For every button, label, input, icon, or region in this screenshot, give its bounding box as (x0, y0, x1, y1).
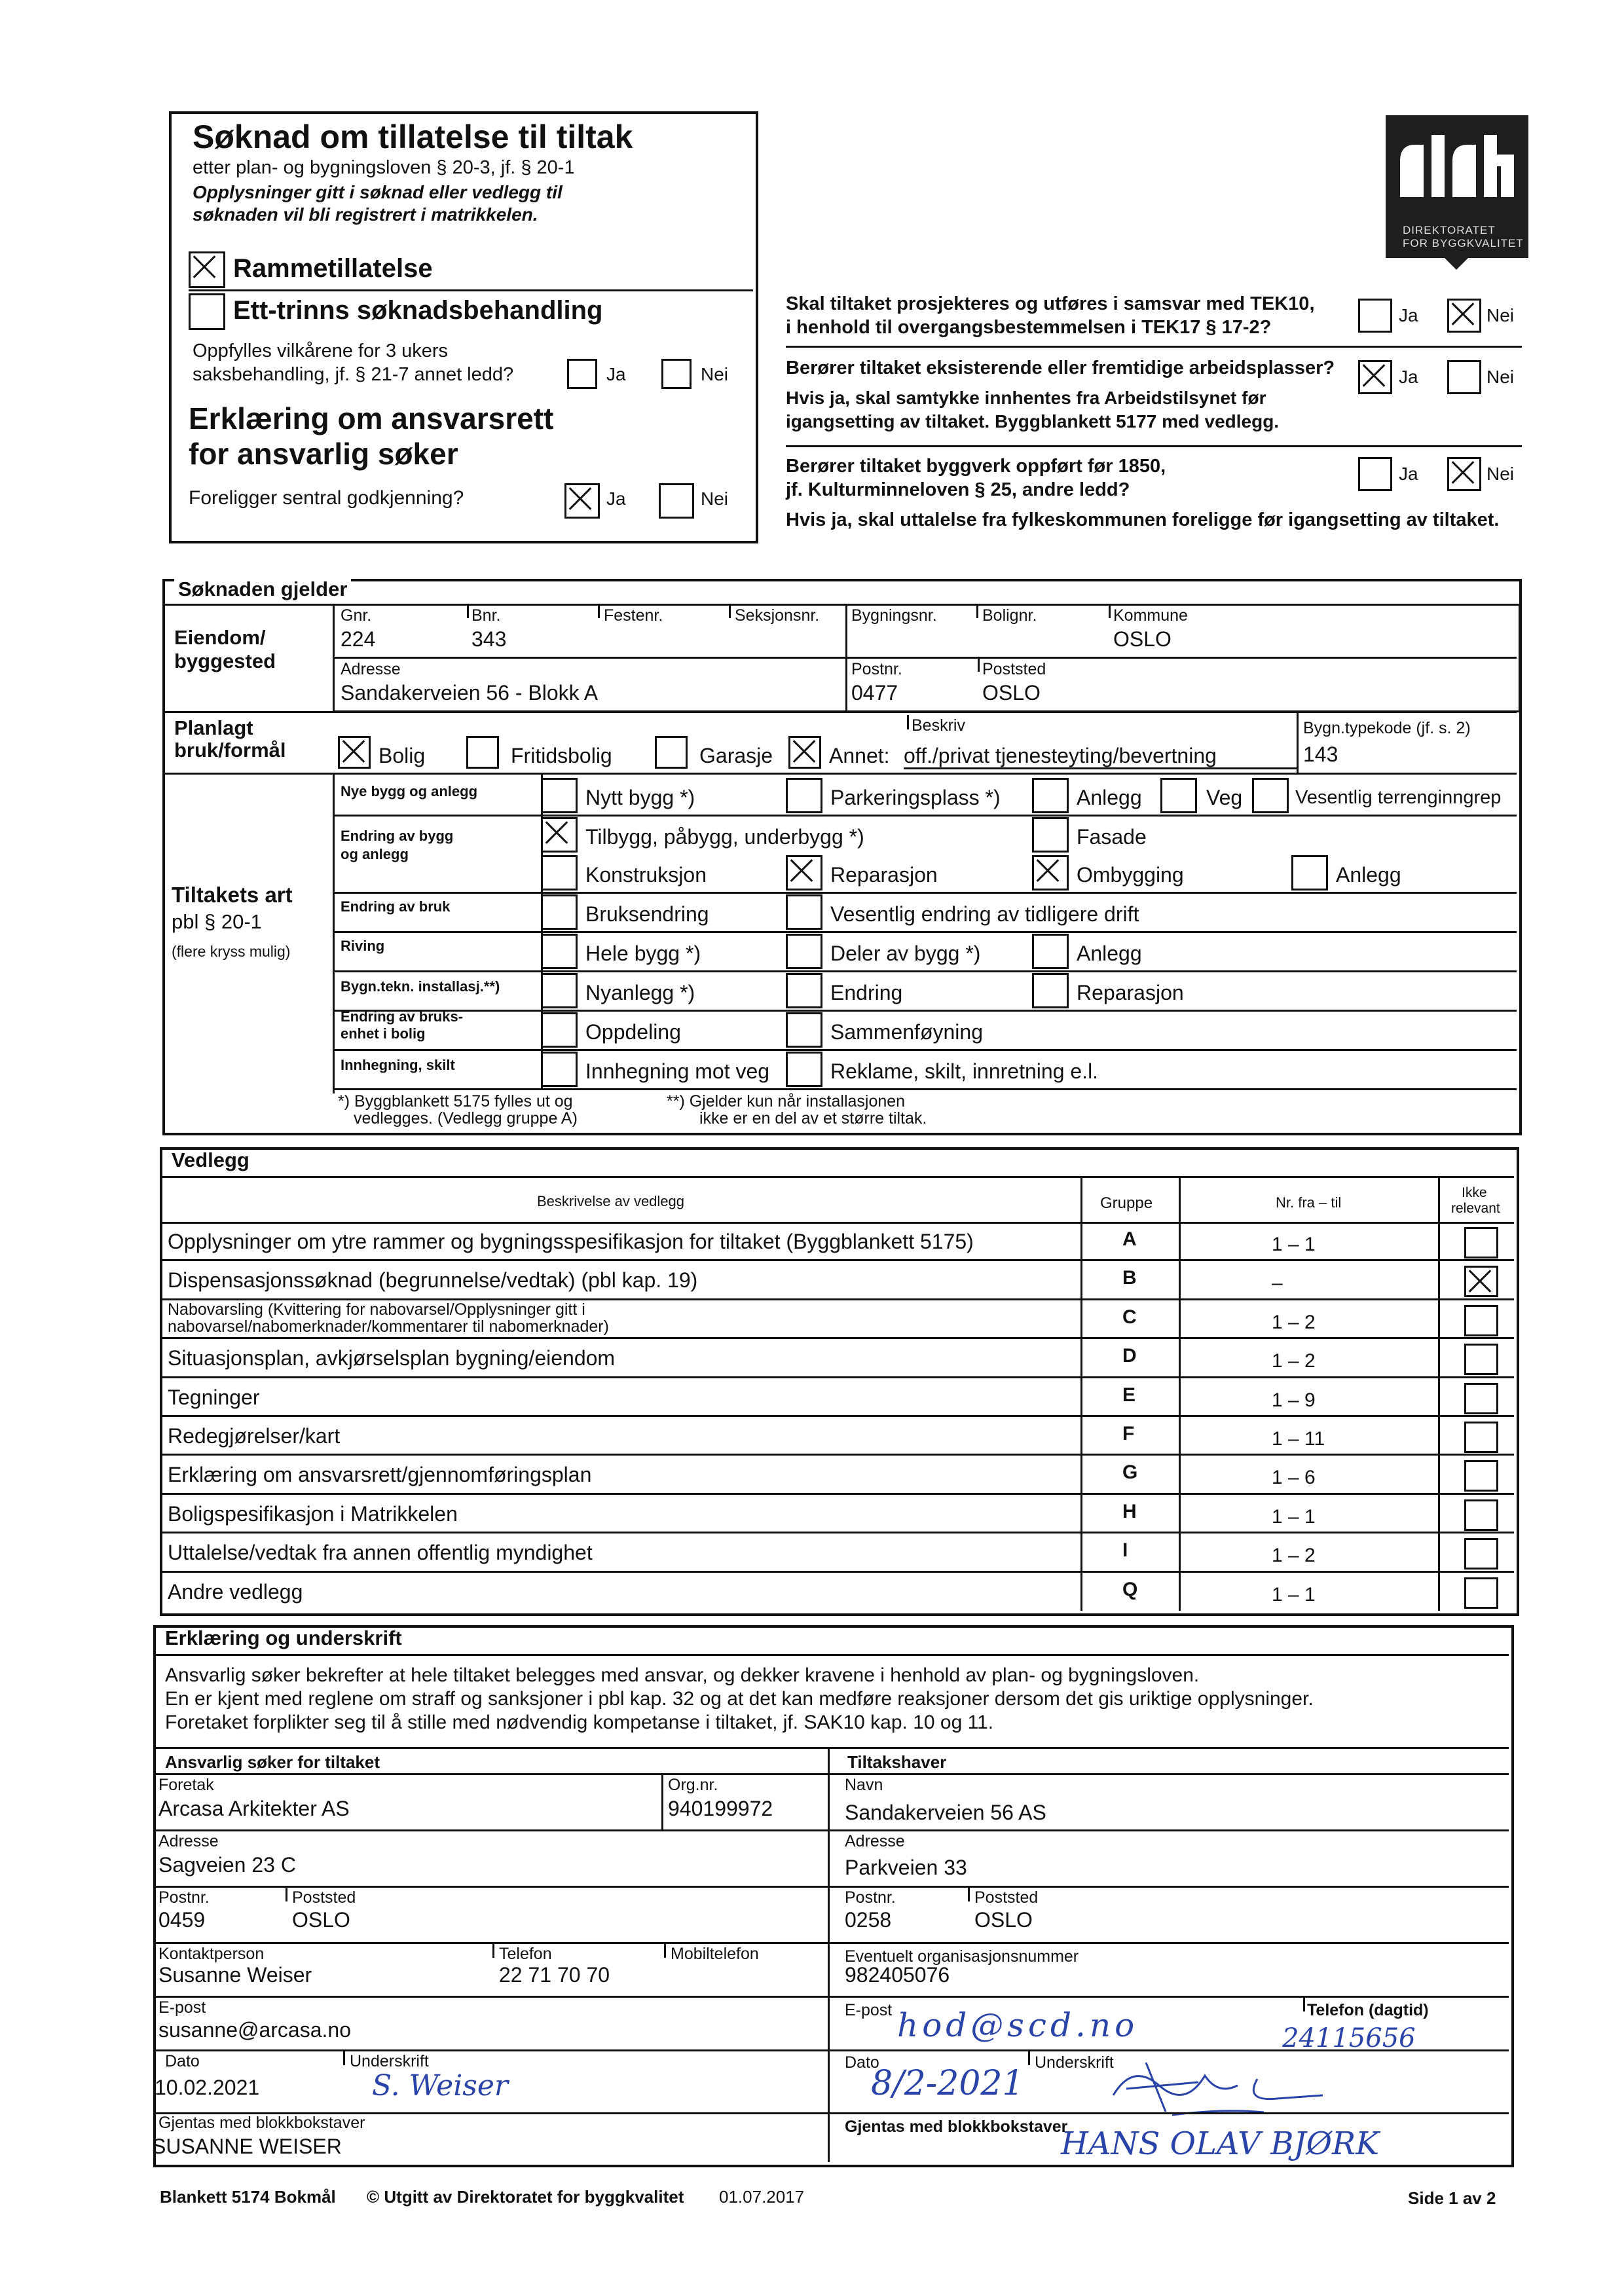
annet-checkbox[interactable] (788, 736, 821, 769)
telefon-value: 22 71 70 70 (499, 1963, 610, 1987)
tilbygg-checkbox[interactable] (541, 817, 578, 853)
attachment-description: Tegninger (168, 1385, 260, 1409)
divider (828, 1942, 1509, 1944)
attachment-description: Opplysninger om ytre rammer og bygningsspesifikasjon for tiltaket (Byggblankett 5175) (168, 1230, 974, 1253)
dibk-logo-mark (1386, 115, 1528, 213)
row-label-riving: Riving (341, 938, 385, 954)
rammetillatelse-label: Rammetillatelse (233, 254, 433, 283)
postnr-value: 0477 (851, 681, 898, 705)
not-relevant-checkbox[interactable] (1464, 1460, 1498, 1492)
not-relevant-checkbox[interactable] (1464, 1422, 1498, 1453)
divider (156, 1773, 1509, 1775)
footnote: **) Gjelder kun når installasjonen (667, 1092, 906, 1111)
innhegning-label: Innhegning mot veg (585, 1059, 770, 1083)
nyanlegg-checkbox[interactable] (541, 973, 578, 1008)
veg-checkbox[interactable] (1160, 778, 1197, 813)
tiltakshaver-blokk-label: Gjentas med blokkbokstaver (845, 2118, 1068, 2136)
foretak-value: Arcasa Arkitekter AS (158, 1797, 350, 1820)
col-header-ikke: relevant (1451, 1201, 1500, 1216)
fritidsbolig-label: Fritidsbolig (511, 744, 612, 767)
hele-bygg-label: Hele bygg *) (585, 942, 701, 965)
oppdeling-label: Oppdeling (585, 1020, 681, 1044)
divider (828, 1829, 1509, 1831)
vesentlig-label: Vesentlig endring av tidligere drift (830, 902, 1139, 926)
divider (333, 892, 1517, 894)
kommune-value: OSLO (1113, 627, 1172, 651)
nytt-bygg-label: Nytt bygg *) (585, 786, 695, 809)
row-label-enhet: Endring av bruks- (341, 1008, 464, 1025)
footnote: vedlegges. (Vedlegg gruppe A) (354, 1109, 578, 1128)
attachment-group: G (1122, 1461, 1138, 1484)
poststed-label: Poststed (982, 660, 1046, 678)
reklame-checkbox[interactable] (786, 1052, 822, 1087)
row-label-endring: og anlegg (341, 846, 409, 862)
planlagt-label: bruk/formål (174, 739, 286, 762)
vesentlig-checkbox[interactable] (786, 894, 822, 930)
divider (1303, 1997, 1305, 2011)
col-header-ikke: Ikke (1462, 1185, 1487, 1200)
ombygging-checkbox[interactable] (1032, 855, 1069, 890)
anlegg-riving-checkbox[interactable] (1032, 934, 1069, 969)
attachment-number-range: – (1272, 1272, 1283, 1294)
gnr-label: Gnr. (341, 606, 372, 625)
sammenfoyning-checkbox[interactable] (786, 1012, 822, 1048)
deler-bygg-label: Deler av bygg *) (830, 942, 981, 965)
tek-ja-checkbox[interactable] (1358, 299, 1392, 333)
divider (598, 605, 600, 618)
terreng-checkbox[interactable] (1252, 778, 1289, 813)
soker-blokk-label: Gjentas med blokkbokstaver (158, 2114, 365, 2132)
row-label-enhet: enhet i bolig (341, 1025, 426, 1042)
ett-trinns-label: Ett-trinns søknadsbehandling (233, 296, 603, 325)
not-relevant-checkbox[interactable] (1464, 1344, 1498, 1375)
table-row (162, 1260, 1514, 1299)
nei-label: Nei (701, 364, 729, 384)
reparasjon-install-label: Reparasjon (1077, 981, 1184, 1004)
divider (165, 711, 1517, 713)
tiltakshaver-heading: Tiltakshaver (847, 1752, 947, 1772)
divider (156, 1747, 1509, 1749)
not-relevant-checkbox[interactable] (1464, 1383, 1498, 1414)
veg-label: Veg (1206, 786, 1243, 809)
divider (828, 1886, 1509, 1888)
konstruksjon-checkbox[interactable] (541, 855, 578, 890)
attachment-description: Erklæring om ansvarsrett/gjennomføringsplan (168, 1463, 592, 1487)
parkering-label: Parkeringsplass *) (830, 786, 1001, 809)
endring-install-label: Endring (830, 981, 903, 1004)
divider (828, 1996, 1509, 1998)
divider (343, 2051, 345, 2065)
bolig-checkbox[interactable] (338, 736, 371, 769)
table-row (162, 1300, 1514, 1338)
reparasjon-install-checkbox[interactable] (1032, 973, 1069, 1008)
soker-epost-label: E-post (158, 1998, 206, 2017)
divider (845, 604, 847, 711)
footnote: ikke er en del av et større tiltak. (699, 1109, 927, 1128)
orgnr-value: 940199972 (668, 1797, 773, 1820)
soker-postnr-value: 0459 (158, 1908, 206, 1932)
attachment-number-range: 1 – 9 (1272, 1389, 1316, 1411)
oppdeling-checkbox[interactable] (541, 1012, 578, 1048)
poststed-value: OSLO (982, 681, 1041, 705)
publisher: © Utgitt av Direktoratet for byggkvalitet (367, 2187, 684, 2207)
attachment-number-range: 1 – 1 (1272, 1234, 1316, 1255)
tiltakshaver-dato-value: 8/2-2021 (871, 2064, 1024, 2103)
divider (333, 1049, 1517, 1051)
parkering-checkbox[interactable] (786, 778, 822, 813)
section-heading: Vedlegg (172, 1148, 249, 1171)
ja-label: Ja (1399, 305, 1418, 325)
tiltak-label: (flere kryss mulig) (172, 943, 291, 960)
anlegg-riving-label: Anlegg (1077, 942, 1142, 965)
bruksendring-label: Bruksendring (585, 902, 709, 926)
tiltak-label: pbl § 20-1 (172, 910, 262, 933)
divider (156, 1886, 828, 1888)
tiltak-label: Tiltakets art (172, 883, 293, 907)
attachment-description: Boligspesifikasjon i Matrikkelen (168, 1501, 458, 1526)
gnr-value: 224 (341, 627, 376, 651)
central-approval-question: Foreligger sentral godkjenning? (189, 487, 464, 509)
divider (333, 1088, 1517, 1090)
workplace-ja-checkbox[interactable] (1358, 360, 1392, 394)
fritidsbolig-checkbox[interactable] (466, 736, 499, 769)
anlegg-endring-label: Anlegg (1336, 863, 1401, 887)
kommune-label: Kommune (1113, 606, 1188, 625)
section-heading: Erklæring og underskrift (165, 1626, 402, 1649)
soker-postnr-label: Postnr. (158, 1888, 210, 1907)
garasje-checkbox[interactable] (655, 736, 688, 769)
divider (976, 605, 978, 618)
mobil-label: Mobiltelefon (671, 1945, 759, 1963)
ja-label: Ja (1399, 464, 1418, 484)
heritage-note: Hvis ja, skal uttalelse fra fylkeskommunen foreligge før igangsetting av tiltaket. (786, 509, 1500, 530)
central-approval-ja-checkbox[interactable] (564, 483, 600, 519)
col-header-desc: Beskrivelse av vedlegg (537, 1193, 685, 1209)
responsible-heading: for ansvarlig søker (189, 437, 458, 471)
foretak-label: Foretak (158, 1776, 214, 1794)
table-row (162, 1494, 1514, 1533)
tiltakshaver-underskrift-label: Underskrift (1035, 2053, 1114, 2072)
dibk-logo (1386, 115, 1528, 258)
attachment-group: F (1122, 1423, 1135, 1444)
divider (968, 1887, 970, 1901)
eiendom-label: Eiendom/ (174, 626, 266, 649)
tiltakshaver-blokk-value: HANS OLAV BJØRK (1061, 2125, 1379, 2162)
attachment-number-range: 1 – 2 (1272, 1350, 1316, 1372)
divider (162, 1176, 1514, 1178)
beskriv-value: off./privat tjenesteyting/bevertning (904, 744, 1217, 767)
nei-label: Nei (1486, 464, 1515, 484)
logo-text: DIREKTORATET (1403, 224, 1496, 236)
divider (467, 605, 469, 618)
divider (1109, 605, 1111, 618)
soker-epost-value: susanne@arcasa.no (158, 2018, 351, 2042)
nytt-bygg-checkbox[interactable] (541, 778, 578, 813)
hele-bygg-checkbox[interactable] (541, 934, 578, 969)
divider (904, 767, 1297, 769)
table-row (162, 1416, 1514, 1455)
table-row (162, 1455, 1514, 1494)
attachment-number-range: 1 – 1 (1272, 1505, 1316, 1528)
form-title: Søknad om tillatelse til tiltak (193, 119, 633, 155)
logo-text: FOR BYGGKVALITET (1403, 237, 1524, 249)
planlagt-label: Planlagt (174, 716, 253, 739)
declaration-text: En er kjent med reglene om straff og sanksjoner i pbl kap. 32 og at det kan medføre reaksjoner dersom det gis uriktige opplysninger. (165, 1688, 1314, 1710)
attachment-description: Nabovarsling (Kvittering for nabovarsel/Opplysninger gitt i nabovarsel/nabomerknader/kommentarer til nabomerknader) (168, 1300, 609, 1336)
tek-nei-checkbox[interactable] (1447, 299, 1481, 333)
soker-heading: Ansvarlig søker for tiltaket (165, 1752, 380, 1772)
publish-date: 01.07.2017 (719, 2187, 805, 2207)
postnr-label: Postnr. (851, 660, 902, 678)
tiltakshaver-telefon-label: Telefon (dagtid) (1307, 2001, 1429, 2019)
soker-poststed-value: OSLO (292, 1908, 350, 1932)
soker-adresse-label: Adresse (158, 1832, 219, 1850)
row-label-innhegning: Innhegning, skilt (341, 1057, 455, 1073)
tilbygg-label: Tilbygg, påbygg, underbygg *) (585, 825, 864, 849)
tiltakshaver-poststed-value: OSLO (974, 1908, 1033, 1932)
kontakt-label: Kontaktperson (158, 1945, 265, 1963)
tiltakshaver-postnr-value: 0258 (845, 1908, 892, 1932)
row-label-endring: Endring av bygg (341, 828, 454, 844)
reparasjon-checkbox[interactable] (786, 855, 822, 890)
tiltakshaver-signature (1107, 2049, 1342, 2121)
anlegg-checkbox[interactable] (1032, 778, 1069, 813)
ja-label: Ja (1399, 367, 1418, 387)
tiltakshaver-telefon-value: 24115656 (1282, 2023, 1416, 2053)
attachment-group: E (1122, 1384, 1136, 1406)
sammenfoyning-label: Sammenføyning (830, 1020, 983, 1044)
heritage-nei-checkbox[interactable] (1447, 457, 1481, 491)
workplace-question: Berører tiltaket eksisterende eller fremtidige arbeidsplasser? (786, 358, 1335, 378)
not-relevant-checkbox[interactable] (1464, 1227, 1498, 1258)
endring-install-checkbox[interactable] (786, 973, 822, 1008)
innhegning-checkbox[interactable] (541, 1052, 578, 1087)
garasje-label: Garasje (699, 744, 773, 767)
attachment-group: C (1122, 1306, 1137, 1328)
heritage-question: Berører tiltaket byggverk oppført før 1850, (786, 456, 1166, 477)
attachment-description: Redegjørelser/kart (168, 1424, 341, 1448)
festenr-label: Festenr. (604, 606, 663, 625)
attachment-group: B (1122, 1267, 1137, 1289)
tek-question: i henhold til overgangsbestemmelsen i TEK17 § 17-2? (786, 317, 1272, 338)
col-header-group: Gruppe (1100, 1194, 1153, 1212)
tiltakshaver-epost-label: E-post (845, 2001, 893, 2019)
declaration-text: Ansvarlig søker bekrefter at hele tiltaket belegges med ansvar, og dekker kravene i henhold av plan- og bygningsloven. (165, 1664, 1200, 1686)
divider (492, 1943, 494, 1958)
divider (729, 605, 731, 618)
fasade-checkbox[interactable] (1032, 817, 1069, 853)
bygningsnr-label: Bygningsnr. (851, 606, 937, 625)
divider (1297, 712, 1299, 773)
soker-underskrift-label: Underskrift (350, 2052, 429, 2070)
attachment-group: D (1122, 1345, 1137, 1367)
section-heading: Søknaden gjelder (174, 575, 351, 604)
soker-blokk-value: SUSANNE WEISER (152, 2135, 342, 2158)
attachment-number-range: 1 – 1 (1272, 1583, 1316, 1606)
reparasjon-label: Reparasjon (830, 863, 938, 887)
nyanlegg-label: Nyanlegg *) (585, 981, 695, 1004)
tiltakshaver-poststed-label: Poststed (974, 1888, 1039, 1907)
heritage-question: jf. Kulturminneloven § 25, andre ledd? (786, 479, 1130, 500)
row-label-nye: Nye bygg og anlegg (341, 783, 478, 799)
ja-label: Ja (606, 488, 626, 509)
ja-label: Ja (606, 364, 626, 384)
divider (333, 931, 1517, 933)
three-weeks-ja-checkbox[interactable] (567, 359, 597, 389)
not-relevant-checkbox[interactable] (1464, 1499, 1498, 1531)
attachment-group: I (1122, 1539, 1128, 1562)
orgnr-label: Org.nr. (668, 1776, 718, 1794)
divider (156, 1654, 1509, 1656)
ett-trinns-checkbox[interactable] (189, 293, 225, 330)
registration-note: søknaden vil bli registrert i matrikkelen. (193, 204, 538, 225)
workplace-note: Hvis ja, skal samtykke innhentes fra Arbeidstilsynet før (786, 388, 1266, 408)
attachment-group: A (1122, 1228, 1137, 1250)
table-row (162, 1533, 1514, 1571)
divider (156, 1942, 828, 1944)
not-relevant-checkbox[interactable] (1464, 1538, 1498, 1570)
divider (661, 1773, 663, 1829)
telefon-label: Telefon (499, 1945, 552, 1963)
form-number: Blankett 5174 Bokmål (160, 2187, 336, 2207)
attachment-number-range: 1 – 2 (1272, 1545, 1316, 1567)
divider (333, 970, 1517, 972)
divider (1028, 2051, 1030, 2065)
tiltakshaver-adresse-label: Adresse (845, 1832, 905, 1850)
tiltakshaver-orgnr-label: Eventuelt organisasjonsnummer (845, 1947, 1079, 1966)
anlegg-label: Anlegg (1077, 786, 1142, 809)
divider (333, 657, 1517, 659)
responsible-heading: Erklæring om ansvarsrett (189, 401, 554, 435)
three-weeks-question: Oppfylles vilkårene for 3 ukers (193, 340, 449, 361)
row-label-bruk: Endring av bruk (341, 898, 451, 915)
workplace-nei-checkbox[interactable] (1447, 360, 1481, 394)
attachment-description: Uttalelse/vedtak fra annen offentlig myndighet (168, 1541, 593, 1565)
tiltakshaver-adresse-value: Parkveien 33 (845, 1856, 967, 1879)
col-header-nr: Nr. fra – til (1276, 1194, 1342, 1211)
tiltakshaver-dato-label: Dato (845, 2053, 879, 2072)
not-relevant-checkbox[interactable] (1464, 1266, 1498, 1297)
attachment-group: Q (1122, 1578, 1138, 1600)
declaration-text: Foretaket forplikter seg til å stille med nødvendig kompetanse i tiltaket, jf. SAK10 kap. 10 og 11. (165, 1712, 994, 1733)
attachment-description: Andre vedlegg (168, 1579, 303, 1604)
not-relevant-checkbox[interactable] (1464, 1577, 1498, 1609)
attachment-number-range: 1 – 6 (1272, 1467, 1316, 1489)
table-row (162, 1338, 1514, 1377)
divider (189, 289, 753, 291)
heritage-ja-checkbox[interactable] (1358, 457, 1392, 491)
divider (333, 815, 1517, 817)
terreng-label: Vesentlig terrenginngrep (1295, 787, 1502, 808)
adresse-value: Sandakerveien 56 - Blokk A (341, 681, 599, 705)
deler-bygg-checkbox[interactable] (786, 934, 822, 969)
divider (333, 773, 335, 1093)
bnr-label: Bnr. (471, 606, 501, 625)
bnr-value: 343 (471, 627, 507, 651)
divider (541, 774, 543, 1088)
form-subtitle: etter plan- og bygningsloven § 20-3, jf. § 20-1 (193, 157, 575, 178)
bruksendring-checkbox[interactable] (541, 894, 578, 930)
nei-label: Nei (1486, 367, 1515, 387)
fasade-label: Fasade (1077, 825, 1147, 849)
three-weeks-question: saksbehandling, jf. § 21-7 annet ledd? (193, 364, 514, 385)
row-label-install: Bygn.tekn. installasj.**) (341, 978, 500, 995)
eiendom-label: byggested (174, 650, 276, 672)
adresse-label: Adresse (341, 660, 401, 678)
soker-dato-value: 10.02.2021 (155, 2076, 260, 2099)
rammetillatelse-checkbox[interactable] (189, 251, 225, 288)
table-row (162, 1378, 1514, 1416)
bolignr-label: Bolignr. (982, 606, 1037, 625)
attachment-description: Dispensasjonssøknad (begrunnelse/vedtak) (pbl kap. 19) (168, 1268, 698, 1293)
annet-label: Annet: (829, 744, 890, 767)
divider (907, 715, 909, 729)
anlegg-endring-checkbox[interactable] (1291, 855, 1328, 890)
soker-dato-label: Dato (165, 2052, 200, 2070)
attachment-description: Situasjonsplan, avkjørselsplan bygning/eiendom (168, 1346, 616, 1370)
divider (286, 1887, 287, 1901)
divider (165, 773, 1517, 775)
tiltakshaver-postnr-label: Postnr. (845, 1888, 896, 1907)
table-row (162, 1222, 1514, 1260)
divider (156, 1996, 828, 1998)
seksjonsnr-label: Seksjonsnr. (735, 606, 820, 625)
bolig-label: Bolig (378, 744, 426, 767)
divider (828, 2112, 1509, 2114)
reklame-label: Reklame, skilt, innretning e.l. (830, 1059, 1099, 1083)
divider (786, 346, 1522, 348)
footnote: *) Byggblankett 5175 fylles ut og (338, 1092, 573, 1111)
ombygging-label: Ombygging (1077, 863, 1184, 887)
tek-question: Skal tiltaket prosjekteres og utføres i samsvar med TEK10, (786, 293, 1315, 314)
navn-label: Navn (845, 1776, 883, 1794)
soker-adresse-value: Sagveien 23 C (158, 1853, 296, 1877)
navn-value: Sandakerveien 56 AS (845, 1801, 1046, 1824)
divider (156, 1829, 828, 1831)
bygntype-label: Bygn.typekode (jf. s. 2) (1303, 719, 1471, 737)
page-number: Side 1 av 2 (1408, 2188, 1496, 2208)
beskriv-label: Beskriv (912, 716, 965, 735)
konstruksjon-label: Konstruksjon (585, 863, 707, 887)
three-weeks-nei-checkbox[interactable] (661, 359, 692, 389)
logo-tab (1445, 258, 1468, 270)
divider (978, 659, 980, 672)
not-relevant-checkbox[interactable] (1464, 1305, 1498, 1336)
soker-signature: S. Weiser (372, 2069, 508, 2102)
soker-poststed-label: Poststed (292, 1888, 356, 1907)
workplace-note: igangsetting av tiltaket. Byggblankett 5177 med vedlegg. (786, 411, 1280, 431)
nei-label: Nei (1486, 305, 1515, 325)
nei-label: Nei (701, 488, 729, 509)
attachment-group: H (1122, 1500, 1137, 1522)
attachment-number-range: 1 – 11 (1272, 1428, 1325, 1450)
divider (786, 445, 1522, 447)
central-approval-nei-checkbox[interactable] (659, 483, 694, 519)
bygntype-value: 143 (1303, 743, 1338, 766)
divider (664, 1943, 666, 1958)
attachment-number-range: 1 – 2 (1272, 1311, 1316, 1333)
tiltakshaver-epost-value: hod@scd.no (897, 2006, 1139, 2044)
kontakt-value: Susanne Weiser (158, 1963, 312, 1987)
divider (828, 1747, 830, 2162)
tiltakshaver-orgnr-value: 982405076 (845, 1963, 950, 1987)
table-row (162, 1572, 1514, 1611)
divider (156, 2049, 828, 2051)
registration-note: Opplysninger gitt i søknad eller vedlegg til (193, 182, 563, 202)
divider (333, 1010, 1517, 1012)
